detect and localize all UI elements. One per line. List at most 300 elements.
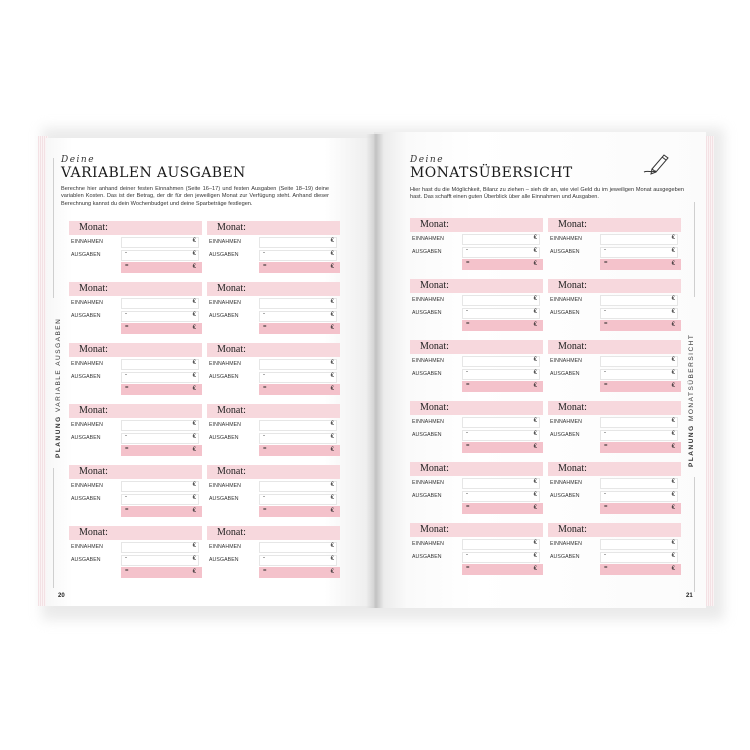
income-field[interactable]	[121, 237, 199, 248]
euro-sign: €	[330, 312, 334, 318]
expense-label: AUSGABEN	[412, 371, 442, 377]
minus-sign: -	[466, 430, 468, 436]
minus-sign: -	[263, 311, 265, 317]
euro-sign: €	[671, 418, 675, 424]
income-row	[69, 480, 202, 492]
month-label: Monat:	[420, 219, 449, 230]
income-row	[548, 416, 681, 428]
month-card	[207, 404, 340, 456]
expense-field[interactable]	[121, 372, 199, 383]
income-row	[207, 236, 340, 248]
euro-sign: €	[671, 309, 675, 315]
month-card	[69, 282, 202, 334]
income-label: EINNAHMEN	[412, 358, 445, 364]
expense-field[interactable]	[462, 552, 540, 563]
income-field[interactable]	[462, 417, 540, 428]
equals-sign: =	[604, 260, 608, 266]
month-card-header	[548, 279, 681, 293]
total-field[interactable]	[600, 564, 681, 575]
minus-sign: -	[125, 555, 127, 561]
income-label: EINNAHMEN	[412, 419, 445, 425]
income-field[interactable]	[462, 478, 540, 489]
month-card-header	[207, 404, 340, 418]
euro-sign: €	[533, 505, 537, 511]
month-card-header	[69, 465, 202, 479]
income-field[interactable]	[259, 481, 337, 492]
equals-sign: =	[125, 507, 129, 513]
right-deine-script: Deine	[410, 155, 445, 165]
minus-sign: -	[466, 369, 468, 375]
income-row	[207, 480, 340, 492]
month-card	[207, 526, 340, 578]
expense-label: AUSGABEN	[550, 371, 580, 377]
income-label: EINNAHMEN	[412, 541, 445, 547]
month-card	[69, 526, 202, 578]
expense-row	[207, 432, 340, 444]
equals-sign: =	[263, 324, 267, 330]
month-label: Monat:	[420, 341, 449, 352]
income-label: EINNAHMEN	[412, 480, 445, 486]
month-card-header	[410, 523, 543, 537]
euro-sign: €	[330, 251, 334, 257]
euro-sign: €	[192, 360, 196, 366]
expense-field[interactable]	[600, 491, 678, 502]
expense-row	[410, 551, 543, 563]
income-field[interactable]	[259, 359, 337, 370]
month-card-header	[548, 340, 681, 354]
total-field[interactable]	[121, 506, 202, 517]
euro-sign: €	[330, 495, 334, 501]
expense-field[interactable]	[259, 433, 337, 444]
expense-label: AUSGABEN	[71, 252, 101, 258]
expense-row	[69, 432, 202, 444]
expense-field[interactable]	[600, 552, 678, 563]
month-label: Monat:	[217, 405, 246, 416]
total-field[interactable]	[462, 320, 543, 331]
expense-row	[69, 554, 202, 566]
income-label: EINNAHMEN	[209, 544, 242, 550]
expense-field[interactable]	[462, 308, 540, 319]
minus-sign: -	[263, 433, 265, 439]
pencil-icon	[642, 150, 672, 176]
month-label: Monat:	[79, 344, 108, 355]
month-card-header	[69, 221, 202, 235]
income-field[interactable]	[121, 420, 199, 431]
expense-field[interactable]	[121, 433, 199, 444]
income-field[interactable]	[259, 237, 337, 248]
income-field[interactable]	[600, 478, 678, 489]
income-label: EINNAHMEN	[209, 422, 242, 428]
minus-sign: -	[604, 491, 606, 497]
right-page	[374, 132, 706, 608]
expense-label: AUSGABEN	[412, 310, 442, 316]
equals-sign: =	[466, 382, 470, 388]
euro-sign: €	[533, 553, 537, 559]
equals-sign: =	[125, 324, 129, 330]
euro-sign: €	[533, 309, 537, 315]
euro-sign: €	[671, 505, 675, 511]
income-field[interactable]	[600, 234, 678, 245]
expense-label: AUSGABEN	[209, 252, 239, 258]
income-row	[548, 233, 681, 245]
euro-sign: €	[330, 543, 334, 549]
expense-field[interactable]	[462, 369, 540, 380]
month-label: Monat:	[217, 466, 246, 477]
euro-sign: €	[671, 248, 675, 254]
euro-sign: €	[671, 431, 675, 437]
expense-field[interactable]	[121, 311, 199, 322]
total-field[interactable]	[259, 567, 340, 578]
expense-label: AUSGABEN	[550, 554, 580, 560]
equals-sign: =	[466, 504, 470, 510]
income-field[interactable]	[600, 417, 678, 428]
expense-label: AUSGABEN	[71, 496, 101, 502]
month-label: Monat:	[558, 524, 587, 535]
total-field[interactable]	[600, 320, 681, 331]
minus-sign: -	[604, 430, 606, 436]
month-card	[410, 218, 543, 270]
euro-sign: €	[533, 261, 537, 267]
expense-label: AUSGABEN	[550, 432, 580, 438]
expense-field[interactable]	[462, 491, 540, 502]
month-label: Monat:	[79, 283, 108, 294]
month-card	[548, 462, 681, 514]
total-field[interactable]	[121, 445, 202, 456]
euro-sign: €	[192, 556, 196, 562]
euro-sign: €	[533, 357, 537, 363]
income-label: EINNAHMEN	[550, 297, 583, 303]
euro-sign: €	[671, 383, 675, 389]
expense-row	[548, 368, 681, 380]
euro-sign: €	[330, 299, 334, 305]
expense-row	[548, 429, 681, 441]
income-field[interactable]	[259, 542, 337, 553]
left-side-rule-bottom	[53, 468, 54, 588]
total-field[interactable]	[462, 442, 543, 453]
income-field[interactable]	[462, 356, 540, 367]
euro-sign: €	[671, 322, 675, 328]
total-field[interactable]	[600, 503, 681, 514]
euro-sign: €	[533, 383, 537, 389]
euro-sign: €	[533, 235, 537, 241]
expense-row	[207, 249, 340, 261]
income-field[interactable]	[121, 298, 199, 309]
equals-sign: =	[263, 568, 267, 574]
income-row	[207, 297, 340, 309]
minus-sign: -	[604, 247, 606, 253]
income-label: EINNAHMEN	[71, 544, 104, 550]
month-label: Monat:	[420, 280, 449, 291]
month-label: Monat:	[558, 219, 587, 230]
expense-field[interactable]	[259, 494, 337, 505]
total-field[interactable]	[462, 259, 543, 270]
month-card-header	[548, 401, 681, 415]
expense-label: AUSGABEN	[550, 310, 580, 316]
month-label: Monat:	[217, 344, 246, 355]
total-field[interactable]	[121, 262, 202, 273]
euro-sign: €	[533, 431, 537, 437]
month-card-header	[69, 404, 202, 418]
income-field[interactable]	[259, 298, 337, 309]
income-field[interactable]	[121, 481, 199, 492]
euro-sign: €	[533, 566, 537, 572]
income-row	[548, 294, 681, 306]
month-card	[69, 404, 202, 456]
equals-sign: =	[604, 443, 608, 449]
euro-sign: €	[533, 370, 537, 376]
month-card-header	[410, 340, 543, 354]
expense-field[interactable]	[259, 250, 337, 261]
total-field[interactable]	[259, 262, 340, 273]
month-label: Monat:	[558, 402, 587, 413]
left-side-rule-top	[53, 158, 54, 298]
euro-sign: €	[330, 569, 334, 575]
month-card	[548, 218, 681, 270]
expense-label: AUSGABEN	[209, 374, 239, 380]
income-row	[69, 419, 202, 431]
expense-label: AUSGABEN	[209, 313, 239, 319]
expense-label: AUSGABEN	[209, 496, 239, 502]
left-side-label	[55, 318, 62, 458]
total-field[interactable]	[259, 506, 340, 517]
income-field[interactable]	[600, 539, 678, 550]
month-card	[410, 279, 543, 331]
month-label: Monat:	[558, 341, 587, 352]
euro-sign: €	[192, 238, 196, 244]
euro-sign: €	[533, 492, 537, 498]
euro-sign: €	[533, 322, 537, 328]
expense-field[interactable]	[121, 555, 199, 566]
income-label: EINNAHMEN	[209, 361, 242, 367]
income-label: EINNAHMEN	[209, 239, 242, 245]
expense-field[interactable]	[462, 247, 540, 258]
right-side-label-rest: MONATSÜBERSICHT	[688, 333, 695, 422]
total-field[interactable]	[121, 323, 202, 334]
expense-label: AUSGABEN	[71, 435, 101, 441]
euro-sign: €	[192, 543, 196, 549]
month-label: Monat:	[420, 402, 449, 413]
total-field[interactable]	[121, 567, 202, 578]
month-card	[69, 343, 202, 395]
euro-sign: €	[330, 264, 334, 270]
expense-field[interactable]	[121, 494, 199, 505]
expense-field[interactable]	[259, 311, 337, 322]
left-page-number: 20	[58, 593, 65, 599]
euro-sign: €	[330, 556, 334, 562]
month-card-header	[69, 526, 202, 540]
income-row	[410, 294, 543, 306]
total-field[interactable]	[462, 564, 543, 575]
income-row	[69, 297, 202, 309]
total-field[interactable]	[259, 323, 340, 334]
month-card	[548, 279, 681, 331]
euro-sign: €	[533, 479, 537, 485]
month-card	[207, 282, 340, 334]
total-field[interactable]	[462, 381, 543, 392]
month-label: Monat:	[79, 466, 108, 477]
left-side-label-bold: PLANUNG	[55, 415, 62, 458]
month-card-header	[410, 401, 543, 415]
month-card	[207, 343, 340, 395]
expense-field[interactable]	[600, 308, 678, 319]
income-row	[207, 419, 340, 431]
income-label: EINNAHMEN	[412, 297, 445, 303]
expense-field[interactable]	[121, 250, 199, 261]
month-card-header	[69, 282, 202, 296]
month-card	[410, 523, 543, 575]
month-label: Monat:	[558, 463, 587, 474]
month-card-header	[548, 218, 681, 232]
expense-row	[548, 246, 681, 258]
expense-field[interactable]	[462, 430, 540, 441]
month-card	[207, 221, 340, 273]
euro-sign: €	[192, 325, 196, 331]
minus-sign: -	[263, 372, 265, 378]
income-field[interactable]	[259, 420, 337, 431]
euro-sign: €	[330, 238, 334, 244]
minus-sign: -	[604, 308, 606, 314]
euro-sign: €	[330, 447, 334, 453]
expense-field[interactable]	[259, 555, 337, 566]
month-label: Monat:	[420, 463, 449, 474]
month-label: Monat:	[79, 222, 108, 233]
euro-sign: €	[192, 373, 196, 379]
income-label: EINNAHMEN	[550, 480, 583, 486]
income-row	[207, 541, 340, 553]
expense-label: AUSGABEN	[412, 493, 442, 499]
euro-sign: €	[192, 421, 196, 427]
expense-label: AUSGABEN	[550, 493, 580, 499]
left-intro-text: Berechne hier anhand deiner festen Einnahmen (Seite 16–17) und festen Ausgaben (Seite 18–19) deine variablen Kosten. Das ist der Betrag, der dir für den jeweiligen Monat zur Verfügung steht. Anhand dieser Berechnung kannst du dein Wochenbudget und deine Sparbeträge festlegen.	[61, 186, 329, 207]
minus-sign: -	[263, 250, 265, 256]
minus-sign: -	[604, 369, 606, 375]
euro-sign: €	[533, 248, 537, 254]
expense-row	[548, 307, 681, 319]
total-field[interactable]	[600, 442, 681, 453]
expense-label: AUSGABEN	[412, 249, 442, 255]
month-card	[410, 340, 543, 392]
income-row	[548, 538, 681, 550]
minus-sign: -	[263, 555, 265, 561]
euro-sign: €	[192, 482, 196, 488]
month-card	[69, 465, 202, 517]
month-label: Monat:	[79, 527, 108, 538]
income-label: EINNAHMEN	[550, 236, 583, 242]
month-label: Monat:	[558, 280, 587, 291]
month-card	[410, 462, 543, 514]
expense-label: AUSGABEN	[412, 554, 442, 560]
total-field[interactable]	[600, 259, 681, 270]
minus-sign: -	[125, 311, 127, 317]
income-label: EINNAHMEN	[71, 300, 104, 306]
left-page	[46, 138, 374, 606]
equals-sign: =	[604, 382, 608, 388]
expense-label: AUSGABEN	[550, 249, 580, 255]
expense-label: AUSGABEN	[209, 557, 239, 563]
expense-label: AUSGABEN	[209, 435, 239, 441]
equals-sign: =	[466, 260, 470, 266]
expense-field[interactable]	[259, 372, 337, 383]
euro-sign: €	[671, 235, 675, 241]
euro-sign: €	[533, 296, 537, 302]
income-field[interactable]	[462, 539, 540, 550]
right-side-label	[688, 334, 695, 467]
minus-sign: -	[125, 494, 127, 500]
expense-field[interactable]	[600, 369, 678, 380]
income-row	[410, 355, 543, 367]
euro-sign: €	[671, 553, 675, 559]
minus-sign: -	[466, 247, 468, 253]
minus-sign: -	[466, 308, 468, 314]
income-field[interactable]	[121, 542, 199, 553]
total-field[interactable]	[600, 381, 681, 392]
month-card	[69, 221, 202, 273]
income-field[interactable]	[462, 295, 540, 306]
expense-row	[69, 310, 202, 322]
income-label: EINNAHMEN	[209, 300, 242, 306]
income-row	[410, 538, 543, 550]
euro-sign: €	[192, 447, 196, 453]
expense-row	[207, 493, 340, 505]
income-label: EINNAHMEN	[71, 483, 104, 489]
income-field[interactable]	[600, 356, 678, 367]
total-field[interactable]	[259, 445, 340, 456]
left-deine-script: Deine	[61, 155, 96, 165]
euro-sign: €	[330, 482, 334, 488]
income-field[interactable]	[600, 295, 678, 306]
month-card-header	[69, 343, 202, 357]
month-card	[410, 401, 543, 453]
expense-label: AUSGABEN	[71, 313, 101, 319]
euro-sign: €	[192, 299, 196, 305]
month-card	[548, 401, 681, 453]
income-field[interactable]	[121, 359, 199, 370]
left-side-label-rest: VARIABLE AUSGABEN	[55, 317, 62, 413]
expense-field[interactable]	[600, 247, 678, 258]
euro-sign: €	[330, 325, 334, 331]
equals-sign: =	[604, 565, 608, 571]
expense-row	[410, 490, 543, 502]
minus-sign: -	[263, 494, 265, 500]
income-row	[410, 477, 543, 489]
total-field[interactable]	[462, 503, 543, 514]
euro-sign: €	[671, 566, 675, 572]
euro-sign: €	[330, 508, 334, 514]
income-label: EINNAHMEN	[550, 541, 583, 547]
total-field[interactable]	[259, 384, 340, 395]
income-row	[207, 358, 340, 370]
income-row	[69, 358, 202, 370]
income-label: EINNAHMEN	[209, 483, 242, 489]
expense-row	[69, 249, 202, 261]
month-label: Monat:	[217, 527, 246, 538]
euro-sign: €	[671, 357, 675, 363]
month-label: Monat:	[217, 283, 246, 294]
income-field[interactable]	[462, 234, 540, 245]
euro-sign: €	[533, 444, 537, 450]
month-card-header	[548, 462, 681, 476]
month-card-header	[207, 526, 340, 540]
total-field[interactable]	[121, 384, 202, 395]
minus-sign: -	[125, 433, 127, 439]
month-label: Monat:	[79, 405, 108, 416]
euro-sign: €	[192, 495, 196, 501]
euro-sign: €	[533, 418, 537, 424]
right-page-title: MONATSÜBERSICHT	[410, 165, 573, 181]
income-label: EINNAHMEN	[71, 361, 104, 367]
expense-field[interactable]	[600, 430, 678, 441]
expense-row	[548, 551, 681, 563]
